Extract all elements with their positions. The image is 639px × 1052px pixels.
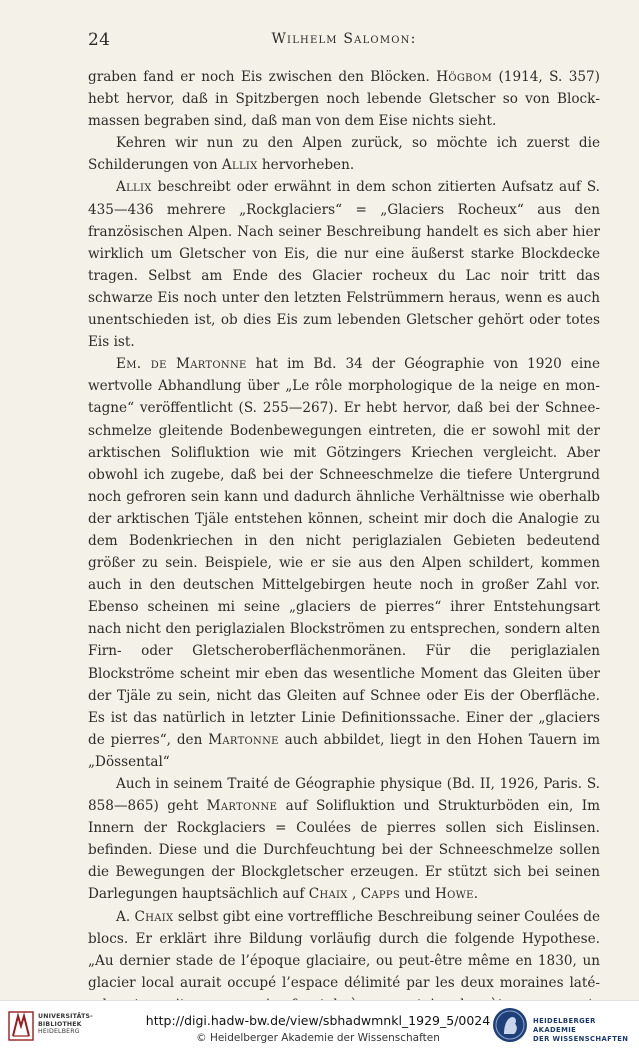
page-number: 24: [88, 30, 111, 50]
university-library-label: UNIVERSITÄTS- BIBLIOTHEK HEIDELBERG: [38, 1013, 93, 1036]
paragraph: Kehren wir nun zu den Alpen zurück, so möchte ich zuerst die Schilderungen von Allix hervorheben.: [88, 135, 600, 174]
paragraph: graben fand er noch Eis zwischen den Blöcken. Högbom (1914, S. 357) hebt hervor, daß in Spitzbergen noch lebende Gletscher so von Blockmassen begraben sind, daß man von dem Eise nichts sieht.: [88, 69, 600, 130]
body-text: [88, 66, 600, 1016]
copyright-notice: © Heidelberger Akademie der Wissenschaften: [196, 1032, 440, 1044]
paragraph: Auch in seinem Traité de Géographie physique (Bd. II, 1926, Paris. S. 858—865) geht Martonne auf Solifluktion und Strukturböden ein, Im Innern der Rockglaciers = Coulées de pierres sollen sich Eislinsen. befinden. Diese und die Durchfeuchtung bei der Schneeschmelze sollen die Bewegungen der Blockgletscher erzeugen. Er stützt sich bei seinen Darlegungen hauptsächlich auf Chaix , Capps und Howe.: [88, 776, 600, 903]
running-head: Wilhelm Salomon:: [271, 31, 417, 47]
paragraph: Em. de Martonne hat im Bd. 34 der Géographie von 1920 eine wertvolle Abhandlung über „Le rôle morphologique de la neige en montagne“ veröffentlicht (S. 255—267). Er hebt hervor, daß bei der Schneeschmelze gleitende Bodenbewegungen eintreten, die er sowohl mit der arktischen Solifluktion wie mit Götzingers Kriechen vergleicht. Aber obwohl ich zugebe, daß bei der Schneeschmelze die tiefere Untergrund noch gefroren sein kann und dadurch ähnliche Verhältnisse wie oberhalb der arktischen Tjäle entstehen können, scheint mir doch die Analogie zu dem Bodenkriechen in den nicht periglazialen Gebieten bedeutend größer zu sein. Beispiele, wie er sie aus den Alpen schildert, kommen auch in den deutschen Mittelgebirgen heute noch in großer Zahl vor. Ebenso scheinen mi seine „glaciers de pierres“ ihrer Entstehungsart nach nicht den periglazialen Blockströmen zu entsprechen, sondern alten Firn- oder Gletscheroberflächenmoränen. Für die periglazialen Blockströme scheint mir eben das wesentliche Moment das Gleiten über der Tjäle zu sein, nicht das Gleiten auf Schnee oder Eis der Oberfläche. Es ist das natürlich in letzter Linie Definitionssache. Einer der „glaciers de pierres“, den Martonne auch abbildet, liegt in den Hohen Tauern im „Dössental“: [88, 356, 601, 770]
page-header: [88, 30, 600, 52]
paragraph: A. Chaix selbst gibt eine vortreffliche Beschreibung seiner Coulées de blocs. Er erklärt ihre Bildung vorläufig durch die folgende Hypothese. „Au dernier stade de l’époque glaciaire, ou peut-être même en 1830, un glacier local aurait occupé l’espace délimité par les deux moraines laté: [88, 908, 600, 991]
academy-label: HEIDELBERGER AKADEMIE DER WISSENSCHAFTEN: [533, 1017, 629, 1043]
paragraph: Allix beschreibt oder erwähnt in dem schon zitierten Aufsatz auf S. 435—436 mehrere „Rockglaciers“ = „Glaciers Rocheux“ aus den französischen Alpen. Nach seiner Beschreibung handelt es sich aber hier wirklich um Gletscher von Eis, die nur eine äußerst starke Blockdecke tragen. Selbst am Ende des Glacier rocheux du Lac noir tritt das schwarze Eis noch unter den letzten Felstrümmern heraus, wenn es auch unentschieden ist, ob dies Eis zum lebenden Gletscher gehört oder totes Eis ist.: [88, 179, 600, 351]
academy-seal-icon: [492, 1007, 528, 1043]
university-library-logo-icon: [8, 1011, 34, 1041]
document-url[interactable]: http://digi.hadw-bw.de/view/sbhadwmnkl_1929_5/0024: [145, 1013, 491, 1028]
viewer-footer: [0, 1000, 639, 1052]
